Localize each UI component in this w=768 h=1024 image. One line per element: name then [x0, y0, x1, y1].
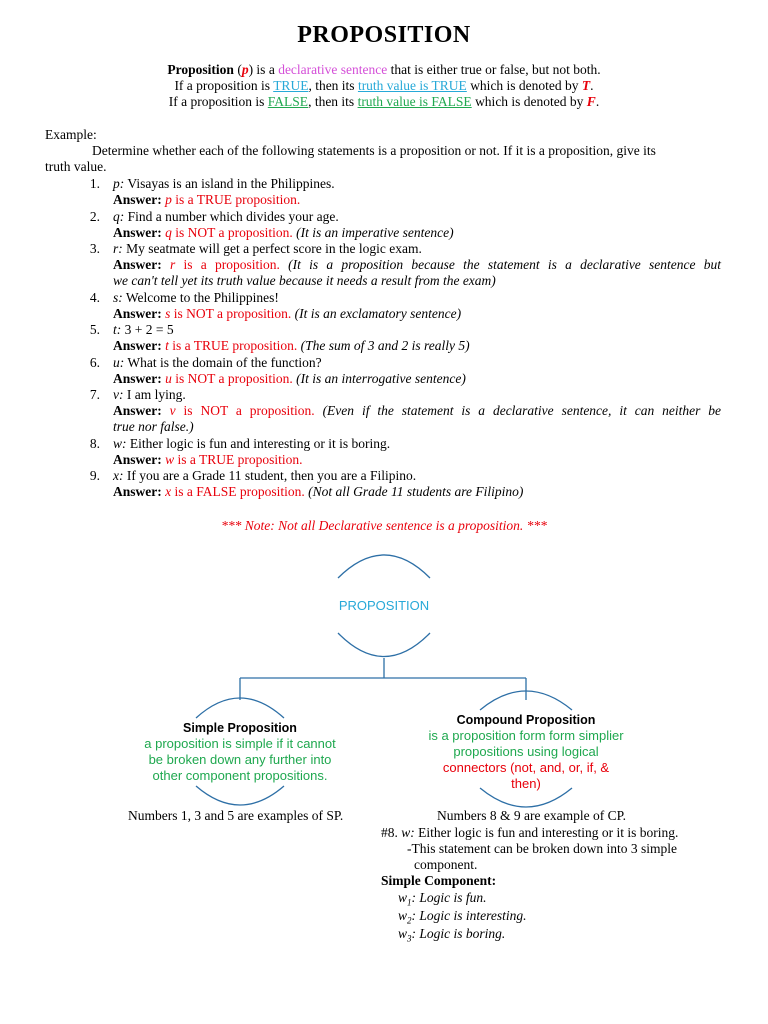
- item-answer: [113, 225, 454, 241]
- definition-term: Proposition: [167, 62, 234, 77]
- answer-text: is a TRUE proposition.: [174, 451, 303, 467]
- t-symbol: T: [581, 78, 591, 93]
- answer-text: is NOT a proposition.: [171, 224, 293, 240]
- sp-examples: Numbers 1, 3 and 5 are examples of SP.: [128, 808, 344, 823]
- declarative-sentence-term: declarative sentence: [278, 62, 388, 77]
- component-var: w: [398, 890, 408, 905]
- answer-variable: u: [165, 370, 172, 386]
- truth-value-true: truth value is TRUE: [357, 78, 467, 93]
- component-var: w: [398, 908, 408, 923]
- example-instruction-cont: truth value.: [45, 159, 107, 174]
- item-text: Welcome to the Philippines!: [122, 289, 279, 305]
- item-variable: t:: [113, 322, 122, 337]
- item-text: What is the domain of the function?: [124, 354, 322, 370]
- simple-desc-line: other component propositions.: [152, 768, 328, 783]
- text: .: [590, 78, 594, 93]
- item-answer: [113, 403, 721, 419]
- answer-label: Answer:: [113, 451, 162, 467]
- true-term: TRUE: [273, 78, 309, 93]
- answer-note: (The sum of 3 and 2 is really 5): [300, 338, 470, 353]
- answer-label: Answer:: [113, 403, 162, 418]
- root-bottom-arc: [338, 633, 430, 657]
- item-answer: [113, 371, 466, 387]
- answer-label: Answer:: [113, 370, 162, 386]
- item-answer: [113, 192, 300, 208]
- f-symbol: F: [586, 94, 596, 109]
- item-statement: [113, 468, 416, 484]
- item-number: 3.: [89, 241, 100, 256]
- item-statement: [113, 290, 279, 306]
- example-heading: Example:: [45, 127, 97, 142]
- component-text: : Logic is interesting.: [411, 908, 527, 923]
- item-answer: [113, 306, 461, 322]
- compound-desc-line: propositions using logical: [453, 744, 599, 759]
- note-line: *** Note: Not all Declarative sentence is a proposition. ***: [221, 518, 547, 533]
- simple-component-list: [398, 889, 527, 943]
- compound-desc-line: then): [511, 776, 541, 791]
- simple-component: [398, 889, 527, 907]
- item-statement: [113, 241, 422, 257]
- text: which is denoted by: [466, 78, 582, 93]
- answer-label: Answer:: [113, 192, 162, 207]
- compound-proposition-title: Compound Proposition: [456, 713, 596, 727]
- answer-text: is NOT a proposition.: [175, 403, 315, 418]
- example-instruction: Determine whether each of the following statements is a proposition or not. If it is a proposition, give its: [92, 143, 656, 158]
- item-number: 4.: [89, 289, 100, 305]
- item-statement: [113, 176, 335, 192]
- item-variable: w:: [113, 435, 127, 451]
- simple-component-heading: Simple Component:: [381, 873, 497, 888]
- cp-examples: Numbers 8 & 9 are example of CP.: [437, 808, 626, 823]
- simple-proposition-desc: [110, 736, 370, 784]
- item-statement: [113, 322, 174, 338]
- left-bottom-arc: [196, 786, 284, 805]
- item-text: My seatmate will get a perfect score in the logic exam.: [122, 241, 422, 256]
- item-text: Either logic is fun and interesting or it is boring.: [126, 435, 391, 451]
- answer-text: is a FALSE proposition.: [171, 484, 305, 499]
- item-variable: x:: [113, 468, 124, 483]
- answer-variable: w: [165, 451, 175, 467]
- component-subscript: 3: [407, 933, 412, 944]
- item-text: Visayas is an island in the Philippines.: [124, 176, 335, 191]
- compound-proposition-desc: [396, 728, 656, 792]
- answer-variable: x: [165, 484, 172, 499]
- answer-variable: s: [165, 305, 171, 321]
- answer-text: is a TRUE proposition.: [168, 338, 298, 353]
- answer-note: (It is an exclamatory sentence): [294, 305, 462, 321]
- item-answer: [113, 338, 470, 354]
- p-variable: p: [241, 62, 249, 77]
- cp-detail-line-2: -This statement can be broken down into 3 simple: [407, 841, 677, 856]
- compound-desc-line: is a proposition form form simplier: [428, 728, 624, 743]
- text: , then its: [308, 78, 358, 93]
- cp-detail-line-1: [381, 825, 678, 841]
- simple-proposition-title: Simple Proposition: [183, 721, 297, 735]
- text: which is denoted by: [471, 94, 587, 109]
- answer-text: is NOT a proposition.: [171, 370, 293, 386]
- item-answer: [113, 257, 721, 273]
- item-number: 7.: [89, 387, 100, 402]
- item-statement: [113, 209, 339, 225]
- text: #8.: [381, 825, 402, 840]
- page-title: PROPOSITION: [297, 22, 471, 48]
- definition-line-3: [0, 94, 768, 110]
- item-variable: q:: [113, 208, 125, 224]
- text: Either logic is fun and interesting or it is boring.: [414, 825, 679, 840]
- item-number: 9.: [89, 468, 100, 483]
- answer-label: Answer:: [113, 338, 162, 353]
- answer-note: (Even if the statement is a declarative sentence, it can neither be: [322, 403, 722, 418]
- answer-label: Answer:: [113, 305, 162, 321]
- answer-label: Answer:: [113, 257, 162, 272]
- text: ) is a: [248, 62, 279, 77]
- answer-note-cont: true nor false.): [113, 419, 194, 434]
- truth-value-false: truth value is FALSE: [357, 94, 472, 109]
- text: (: [233, 62, 242, 77]
- item-statement: [113, 355, 322, 371]
- w-variable: w:: [401, 825, 415, 840]
- component-subscript: 1: [407, 897, 412, 908]
- answer-text: is a proposition.: [175, 257, 280, 272]
- definition-line-2: [0, 78, 768, 94]
- answer-variable: r: [170, 257, 176, 272]
- item-statement: [113, 387, 186, 403]
- item-variable: p:: [113, 176, 125, 191]
- text: If a proposition is: [174, 78, 274, 93]
- false-term: FALSE: [267, 94, 309, 109]
- simple-desc-line: be broken down any further into: [148, 752, 332, 767]
- diagram-root-label: PROPOSITION: [338, 598, 430, 613]
- simple-component: [398, 907, 527, 925]
- component-text: : Logic is boring.: [411, 926, 506, 941]
- item-number: 1.: [89, 176, 100, 191]
- answer-variable: p: [165, 192, 172, 207]
- item-variable: v:: [113, 387, 124, 402]
- definition-line-1: [0, 62, 768, 78]
- item-answer: [113, 484, 523, 500]
- item-variable: s:: [113, 289, 123, 305]
- item-statement: [113, 436, 390, 452]
- text: .: [595, 94, 600, 109]
- answer-text: is NOT a proposition.: [170, 305, 292, 321]
- answer-note: (It is a proposition because the statement is a declarative sentence but: [288, 257, 722, 272]
- item-answer: [113, 452, 303, 468]
- answer-label: Answer:: [113, 224, 162, 240]
- answer-label: Answer:: [113, 484, 162, 499]
- item-variable: r:: [113, 241, 123, 256]
- item-number: 6.: [89, 354, 100, 370]
- answer-note-cont: we can't tell yet its truth value because it needs a result from the exam): [113, 273, 496, 288]
- answer-text: is a TRUE proposition.: [171, 192, 301, 207]
- answer-note: (It is an imperative sentence): [296, 224, 454, 240]
- item-text: I am lying.: [123, 387, 186, 402]
- answer-variable: v: [169, 403, 176, 418]
- answer-variable: t: [165, 338, 169, 353]
- item-number: 2.: [89, 208, 100, 224]
- cp-detail-line-3: component.: [414, 857, 478, 872]
- text: , then its: [308, 94, 358, 109]
- item-number: 5.: [89, 322, 100, 337]
- item-text: If you are a Grade 11 student, then you are a Filipino.: [123, 468, 417, 483]
- item-variable: u:: [113, 354, 125, 370]
- component-subscript: 2: [407, 915, 412, 926]
- component-text: : Logic is fun.: [411, 890, 487, 905]
- root-top-arc: [338, 555, 430, 578]
- answer-note: (Not all Grade 11 students are Filipino): [308, 484, 524, 499]
- answer-note: (It is an interrogative sentence): [296, 370, 466, 386]
- answer-variable: q: [165, 224, 172, 240]
- left-top-arc: [196, 698, 284, 718]
- simple-component: [398, 925, 527, 943]
- item-text: Find a number which divides your age.: [124, 208, 339, 224]
- text: If a proposition is: [168, 94, 268, 109]
- item-number: 8.: [89, 435, 100, 451]
- compound-desc-line: connectors (not, and, or, if, &: [442, 760, 610, 775]
- simple-desc-line: a proposition is simple if it cannot: [144, 736, 336, 751]
- component-var: w: [398, 926, 408, 941]
- item-text: 3 + 2 = 5: [121, 322, 174, 337]
- text: that is either true or false, but not both.: [387, 62, 601, 77]
